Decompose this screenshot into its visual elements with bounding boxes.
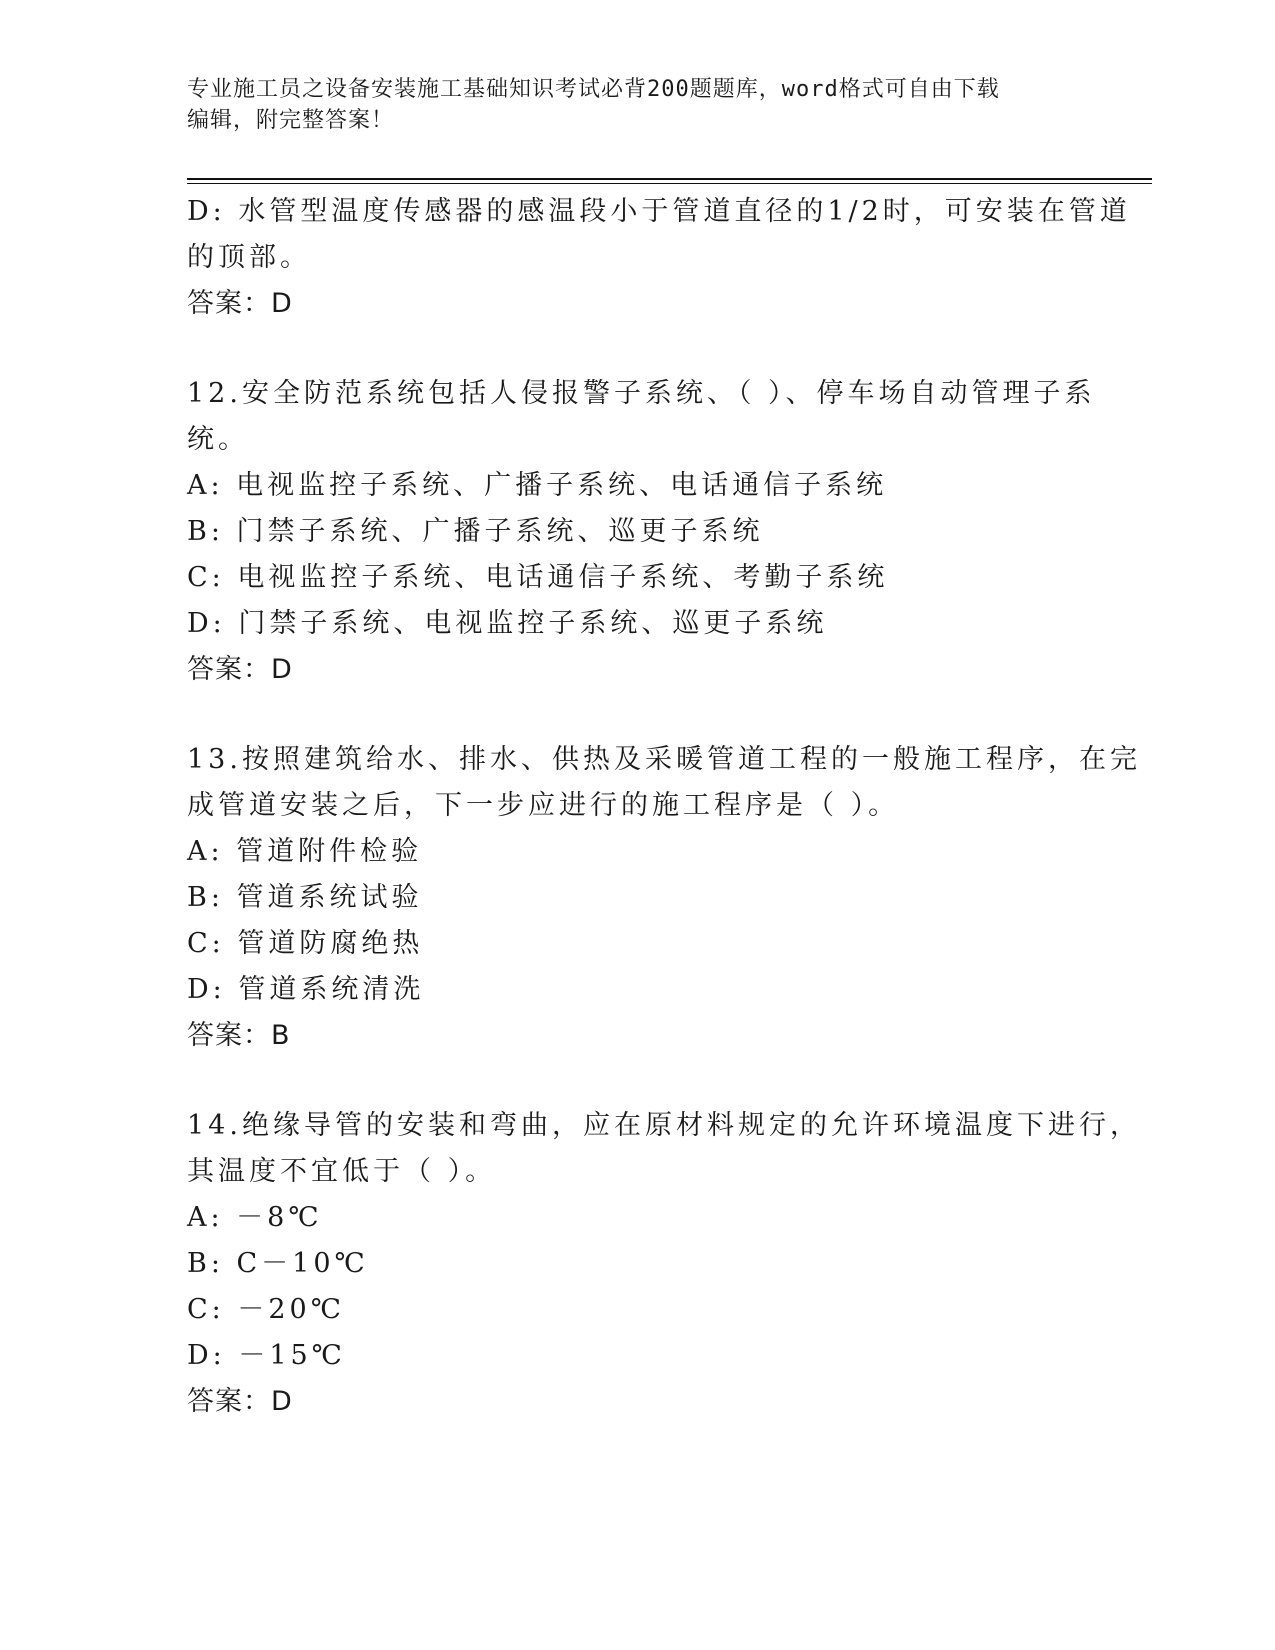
question-12 [187, 371, 1096, 693]
spacer [187, 1059, 1087, 1103]
answer-line: 答案：D [187, 654, 293, 685]
header-title-line-2: 编辑，附完整答案！ [187, 108, 395, 133]
option-c: C: 电视监控子系统、电话通信子系统、考勤子系统 [187, 562, 889, 593]
spacer [187, 327, 1087, 371]
option-d-continued: 的顶部。 [187, 242, 311, 273]
header-divider-thin [187, 183, 1152, 184]
question-13 [187, 737, 1141, 1059]
option-a: A: 电视监控子系统、广播子系统、电话通信子系统 [187, 470, 888, 501]
option-b: B: C－10℃ [187, 1248, 369, 1279]
question-14 [187, 1103, 1141, 1425]
question-stem-continued: 成管道安装之后，下一步应进行的施工程序是（ ）。 [187, 790, 900, 821]
question-stem: 13.按照建筑给水、排水、供热及采暖管道工程的一般施工程序，在完 [187, 744, 1141, 775]
option-d: D: －15℃ [187, 1340, 346, 1371]
document-header [187, 74, 1087, 136]
option-d: D: 水管型温度传感器的感温段小于管道直径的1/2时，可安装在管道 [187, 196, 1131, 227]
question-stem: 12.安全防范系统包括人侵报警子系统、（ ）、停车场自动管理子系 [187, 378, 1096, 409]
option-c: C: 管道防腐绝热 [187, 928, 424, 959]
question-list [187, 189, 1141, 1425]
previous-question-tail [187, 189, 1131, 327]
option-c: C: －20℃ [187, 1294, 345, 1325]
option-d: D: 管道系统清洗 [187, 974, 425, 1005]
answer-line: 答案：D [187, 288, 293, 319]
header-divider-thick [187, 178, 1152, 180]
question-stem-continued: 统。 [187, 424, 249, 455]
header-title-line-1: 专业施工员之设备安装施工基础知识考试必背200题题库，word格式可自由下载 [187, 77, 1000, 102]
option-b: B: 管道系统试验 [187, 882, 423, 913]
answer-line: 答案：B [187, 1020, 291, 1051]
option-a: A: 管道附件检验 [187, 836, 423, 867]
option-b: B: 门禁子系统、广播子系统、巡更子系统 [187, 516, 764, 547]
question-stem: 14.绝缘导管的安装和弯曲，应在原材料规定的允许环境温度下进行， [187, 1110, 1141, 1141]
answer-line: 答案：D [187, 1386, 293, 1417]
question-stem-continued: 其温度不宜低于（ ）。 [187, 1156, 497, 1187]
spacer [187, 693, 1087, 737]
option-d: D: 门禁子系统、电视监控子系统、巡更子系统 [187, 608, 828, 639]
option-a: A: －8℃ [187, 1202, 323, 1233]
